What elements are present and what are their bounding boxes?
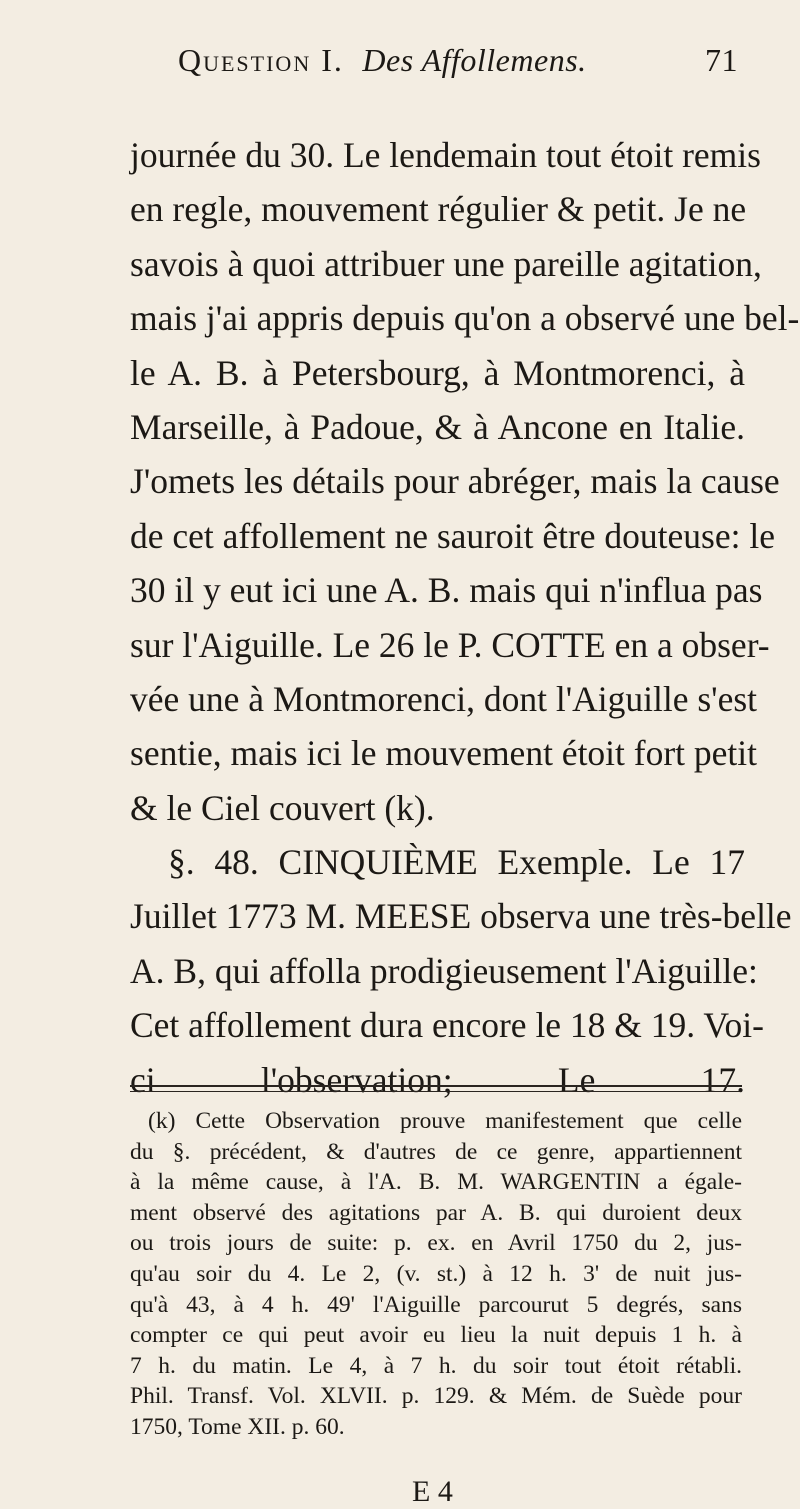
footnote <box>130 1106 742 1443</box>
text-line: en regle, mouvement régulier & petit. Je ne <box>130 189 747 230</box>
text-line: sur l'Aiguille. Le 26 le P. COTTE en a obser- <box>130 624 770 665</box>
text-line: 30 il y eut ici une A. B. mais qui n'influa pas <box>130 570 763 611</box>
main-text <box>130 128 800 1107</box>
footnote-line: ment observé des agitations par A. B. qui duroient deux <box>130 1199 742 1226</box>
footnote-line: qu'à 43, à 4 h. 49' l'Aiguille parcourut 5 degrés, sans <box>130 1291 742 1318</box>
footnote-line: ou trois jours de suite: p. ex. en Avril 1750 du 2, jus- <box>130 1230 742 1257</box>
footnote-line: 1750, Tome XII. p. 60. <box>130 1413 345 1440</box>
text-line: A. B, qui affolla prodigieusement l'Aiguille: <box>130 950 758 991</box>
text-line: J'omets les détails pour abréger, mais la cause <box>130 461 780 502</box>
footnote-rule-thin <box>130 1091 742 1092</box>
text-line: ci l'observation; Le 17. <box>130 1059 745 1100</box>
text-line: savois à quoi attribuer une pareille agitation, <box>130 243 762 284</box>
text-line: vée une à Montmorenci, dont l'Aiguille s'est <box>130 678 758 719</box>
footnote-line: du §. précédent, & d'autres de ce genre, appartiennent <box>130 1138 742 1165</box>
running-head-title: Des Affollemens. <box>362 42 587 78</box>
text-line: Marseille, à Padoue, & à Ancone en Italie. <box>130 406 745 447</box>
page-number: 71 <box>705 42 738 78</box>
footnote-line: Phil. Transf. Vol. XLVII. p. 129. & Mém. de Suède pour <box>130 1383 742 1410</box>
footnote-line: à la même cause, à l'A. B. M. WARGENTIN a égale- <box>130 1169 742 1196</box>
text-line: mais j'ai appris depuis qu'on a observé une bel- <box>130 298 800 339</box>
text-line: sentie, mais ici le mouvement étoit fort petit <box>130 733 758 774</box>
footnote-line: 7 h. du matin. Le 4, à 7 h. du soir tout étoit rétabli. <box>130 1352 742 1379</box>
text-line: Juillet 1773 M. MEESE observa une très-belle <box>130 896 792 937</box>
footnote-line: (k) Cette Observation prouve manifestement que celle <box>148 1108 742 1134</box>
text-line: le A. B. à Petersbourg, à Montmorenci, à <box>130 352 745 393</box>
footnote-line: compter ce qui peut avoir eu lieu la nuit depuis 1 h. à <box>130 1322 742 1349</box>
text-line: de cet affollement ne sauroit être douteuse: le <box>130 515 775 556</box>
running-head-question: Question I. <box>178 42 344 78</box>
footnote-rule <box>130 1085 742 1087</box>
text-line: journée du 30. Le lendemain tout étoit remis <box>130 135 761 175</box>
signature-mark: E 4 <box>412 1475 453 1508</box>
text-line: & le Ciel couvert (k). <box>130 787 435 828</box>
running-head <box>178 42 738 82</box>
footnote-line: qu'au soir du 4. Le 2, (v. st.) à 12 h. 3' de nuit jus- <box>130 1260 742 1287</box>
text-line: Cet affollement dura encore le 18 & 19. Voi- <box>130 1005 764 1046</box>
section-heading-line: §. 48. CINQUIÈME Exemple. Le 17 <box>168 842 745 883</box>
